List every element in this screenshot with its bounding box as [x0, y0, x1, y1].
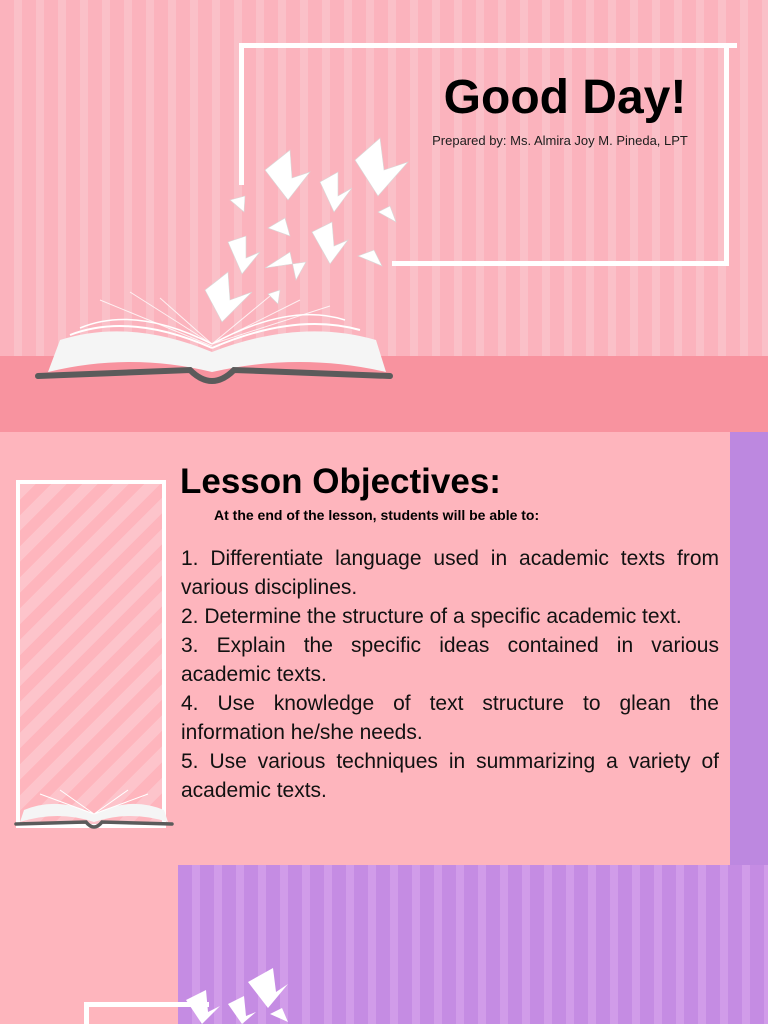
- objectives-intro: At the end of the lesson, students will be able to:: [214, 507, 540, 523]
- objectives-list: [181, 544, 719, 805]
- book-and-birds-illustration: [0, 0, 768, 432]
- objectives-heading: Lesson Objectives:: [180, 462, 501, 501]
- list-item: 3. Explain the specific ideas contained in various academic texts.: [181, 634, 719, 686]
- paper-bird-icon: [178, 960, 318, 1024]
- paper-bird-icon: [205, 138, 408, 322]
- author-credit: Prepared by: Ms. Almira Joy M. Pineda, LPT: [432, 133, 688, 148]
- list-item: 4. Use knowledge of text structure to glean the information he/she needs.: [181, 692, 719, 744]
- lavender-sidebar: [730, 432, 768, 865]
- third-slide-partial: [0, 865, 768, 1024]
- open-book-icon: [10, 772, 180, 832]
- list-item: 2. Determine the structure of a specific academic text.: [181, 605, 682, 628]
- title-slide: [0, 0, 768, 432]
- list-item: 5. Use various techniques in summarizing a variety of academic texts.: [181, 750, 719, 802]
- slide-title: Good Day!: [443, 71, 687, 124]
- objectives-slide: [0, 432, 768, 865]
- list-item: 1. Differentiate language used in academic texts from various disciplines.: [181, 547, 719, 599]
